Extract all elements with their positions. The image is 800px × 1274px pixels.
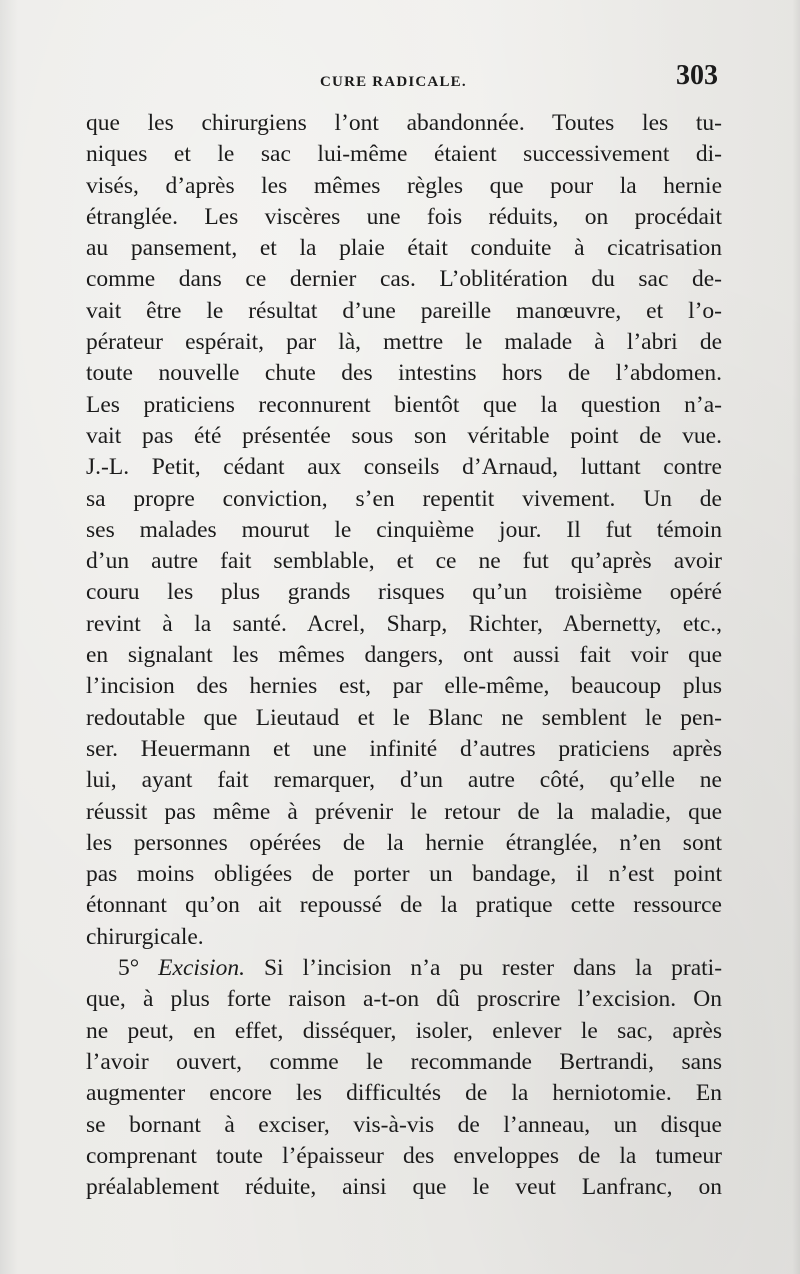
text-line: que, à plus forte raison a-t-on dû proscrire l’excision. On	[86, 986, 722, 1013]
text-line: au pansement, et la plaie était conduite à cicatrisation	[86, 235, 722, 262]
text-line: couru les plus grands risques qu’un troisième opéré	[86, 579, 722, 606]
text-line: les personnes opérées de la hernie étranglée, n’en sont	[86, 829, 722, 856]
text-line: étranglée. Les viscères une fois réduits, on procédait	[86, 203, 722, 230]
text-line: d’un autre fait semblable, et ce ne fut qu’après avoir	[86, 548, 722, 575]
text-line: que les chirurgiens l’ont abandonnée. Toutes les tu-	[86, 110, 722, 136]
text-line: ser. Heuermann et une infinité d’autres praticiens après	[86, 735, 722, 762]
text-line: toute nouvelle chute des intestins hors de l’abdomen.	[86, 360, 722, 387]
text-line: se bornant à exciser, vis-à-vis de l’anneau, un disque	[86, 1111, 722, 1138]
text-line: préalablement réduite, ainsi que le veut Lanfranc, on	[86, 1174, 722, 1201]
text-line: réussit pas même à prévenir le retour de la maladie, que	[86, 798, 722, 825]
running-head: CURE RADICALE.	[320, 74, 467, 90]
text-line: pas moins obligées de porter un bandage, il n’est point	[86, 861, 722, 888]
page-number: 303	[676, 60, 718, 91]
text-line: en signalant les mêmes dangers, ont aussi fait voir que	[86, 642, 722, 669]
text-line: étonnant qu’on ait repoussé de la pratique cette ressource	[86, 892, 722, 919]
section-heading-line	[86, 953, 722, 984]
page-header	[0, 58, 800, 98]
text-line: comprenant toute l’épaisseur des enveloppes de la tumeur	[86, 1142, 722, 1169]
text-line: J.-L. Petit, cédant aux conseils d’Arnaud, luttant contre	[86, 454, 722, 481]
text-line: pérateur espérait, par là, mettre le malade à l’abri de	[86, 329, 722, 356]
body-text	[86, 108, 722, 1203]
text-line: vait pas été présentée sous son véritable point de vue.	[86, 422, 722, 449]
text-line: redoutable que Lieutaud et le Blanc ne semblent le pen-	[86, 704, 722, 731]
text-line: lui, ayant fait remarquer, d’un autre côté, qu’elle ne	[86, 767, 722, 794]
text-line: visés, d’après les mêmes règles que pour la hernie	[86, 172, 722, 199]
text-line: comme dans ce dernier cas. L’oblitération du sac de-	[86, 266, 722, 293]
text-line: l’incision des hernies est, par elle-même, beaucoup plus	[86, 673, 722, 700]
text-line: revint à la santé. Acrel, Sharp, Richter, Abernetty, etc.,	[86, 610, 722, 637]
text-line: augmenter encore les difficultés de la herniotomie. En	[86, 1080, 722, 1107]
text-line: niques et le sac lui-même étaient successivement di-	[86, 141, 722, 168]
text-line: ne peut, en effet, disséquer, isoler, enlever le sac, après	[86, 1017, 722, 1044]
text-line: sa propre conviction, s’en repentit vivement. Un de	[86, 485, 722, 512]
text-line: vait être le résultat d’une pareille manœuvre, et l’o-	[86, 297, 722, 324]
text-line: ses malades mourut le cinquième jour. Il fut témoin	[86, 516, 722, 543]
section-title: Excision.	[158, 955, 245, 982]
text-line: l’avoir ouvert, comme le recommande Bertrandi, sans	[86, 1048, 722, 1075]
text-line: Les praticiens reconnurent bientôt que la question n’a-	[86, 391, 722, 418]
text-line: chirurgicale.	[86, 923, 204, 950]
section-first-line: Si l’incision n’a pu rester dans la prati-	[263, 955, 723, 982]
section-number: 5°	[118, 955, 140, 982]
